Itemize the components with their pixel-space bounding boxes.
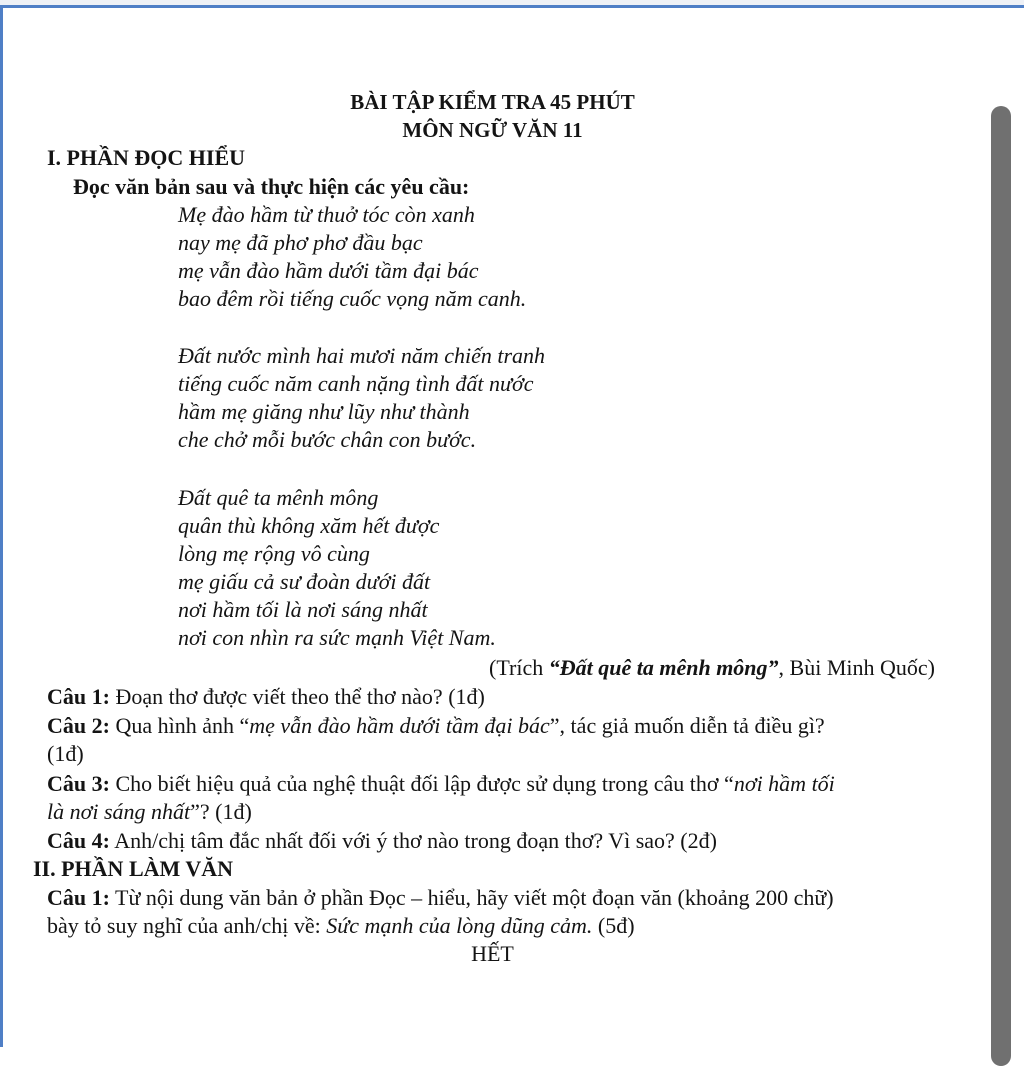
poem-line: bao đêm rồi tiếng cuốc vọng năm canh. (178, 286, 527, 311)
poem-line: quân thù không xăm hết được (178, 513, 440, 538)
question-4-text: Anh/chị tâm đắc nhất đối với ý thơ nào trong đoạn thơ? Vì sao? (2đ) (109, 828, 717, 853)
poem-line: mẹ giấu cả sư đoàn dưới đất (178, 569, 431, 594)
question-3-points: ”? (1đ) (190, 799, 252, 824)
poem-line: hầm mẹ giăng như lũy như thành (178, 399, 470, 424)
section-1-heading: I. PHẦN ĐỌC HIỂU (47, 145, 246, 170)
poem-line: lòng mẹ rộng vô cùng (178, 541, 370, 566)
poem-line: tiếng cuốc năm canh nặng tình đất nước (178, 371, 534, 396)
citation-suffix: , Bùi Minh Quốc) (778, 655, 935, 680)
question-4 (47, 827, 717, 855)
question-2-label: Câu 2: (47, 713, 110, 738)
question-3-quote: nơi hầm tối (733, 771, 835, 796)
poem-line: Đất nước mình hai mươi năm chiến tranh (178, 343, 546, 368)
question-3-continued (47, 798, 252, 826)
writing-question-1-points: (5đ) (592, 913, 635, 938)
poem-line: che chở mỗi bước chân con bước. (178, 427, 477, 452)
question-3-text: Cho biết hiệu quả của nghệ thuật đối lập được sử dụng trong câu thơ “ (109, 771, 734, 796)
question-3-quote-end: là nơi sáng nhất (47, 799, 191, 824)
poem-line: Mẹ đào hầm từ thuở tóc còn xanh (178, 202, 475, 227)
subject-title: MÔN NGỮ VĂN 11 (402, 118, 583, 142)
question-1-label: Câu 1: (47, 684, 110, 709)
writing-question-1-continued (47, 912, 635, 940)
citation-work-title: “Đất quê ta mênh mông” (548, 655, 779, 680)
reading-instruction: Đọc văn bản sau và thực hiện các yêu cầu: (73, 174, 470, 199)
question-3 (47, 770, 835, 798)
end-marker: HẾT (471, 941, 514, 966)
question-1-text: Đoạn thơ được viết theo thể thơ nào? (1đ) (109, 684, 485, 709)
poem-citation (489, 654, 935, 682)
writing-question-1-text: Từ nội dung văn bản ở phần Đọc – hiểu, hãy viết một đoạn văn (khoảng 200 chữ) (109, 885, 834, 910)
question-2-text: Qua hình ảnh “ (109, 713, 250, 738)
writing-question-1 (47, 884, 834, 912)
scrollbar-thumb[interactable] (991, 106, 1011, 1066)
question-2-quote: mẹ vẫn đào hầm dưới tầm đại bác (249, 713, 550, 738)
poem-line: nơi con nhìn ra sức mạnh Việt Nam. (178, 625, 496, 650)
question-2 (47, 712, 825, 740)
poem-line: mẹ vẫn đào hầm dưới tầm đại bác (178, 258, 479, 283)
question-2-text-end: ”, tác giả muốn diễn tả điều gì? (549, 713, 825, 738)
writing-question-1-topic: Sức mạnh của lòng dũng cảm. (326, 913, 593, 938)
exam-title: BÀI TẬP KIỂM TRA 45 PHÚT (350, 90, 635, 114)
writing-question-1-label: Câu 1: (47, 885, 110, 910)
writing-question-1-text-end: bày tỏ suy nghĩ của anh/chị về: (47, 913, 327, 938)
question-4-label: Câu 4: (47, 828, 110, 853)
citation-prefix: (Trích (489, 655, 549, 680)
poem-line: nơi hầm tối là nơi sáng nhất (178, 597, 428, 622)
poem-line: Đất quê ta mênh mông (178, 485, 379, 510)
question-3-label: Câu 3: (47, 771, 110, 796)
poem-line: nay mẹ đã phơ phơ đầu bạc (178, 230, 423, 255)
question-2-points: (1đ) (47, 741, 84, 766)
question-1 (47, 683, 485, 711)
section-2-heading: II. PHẦN LÀM VĂN (33, 856, 234, 881)
